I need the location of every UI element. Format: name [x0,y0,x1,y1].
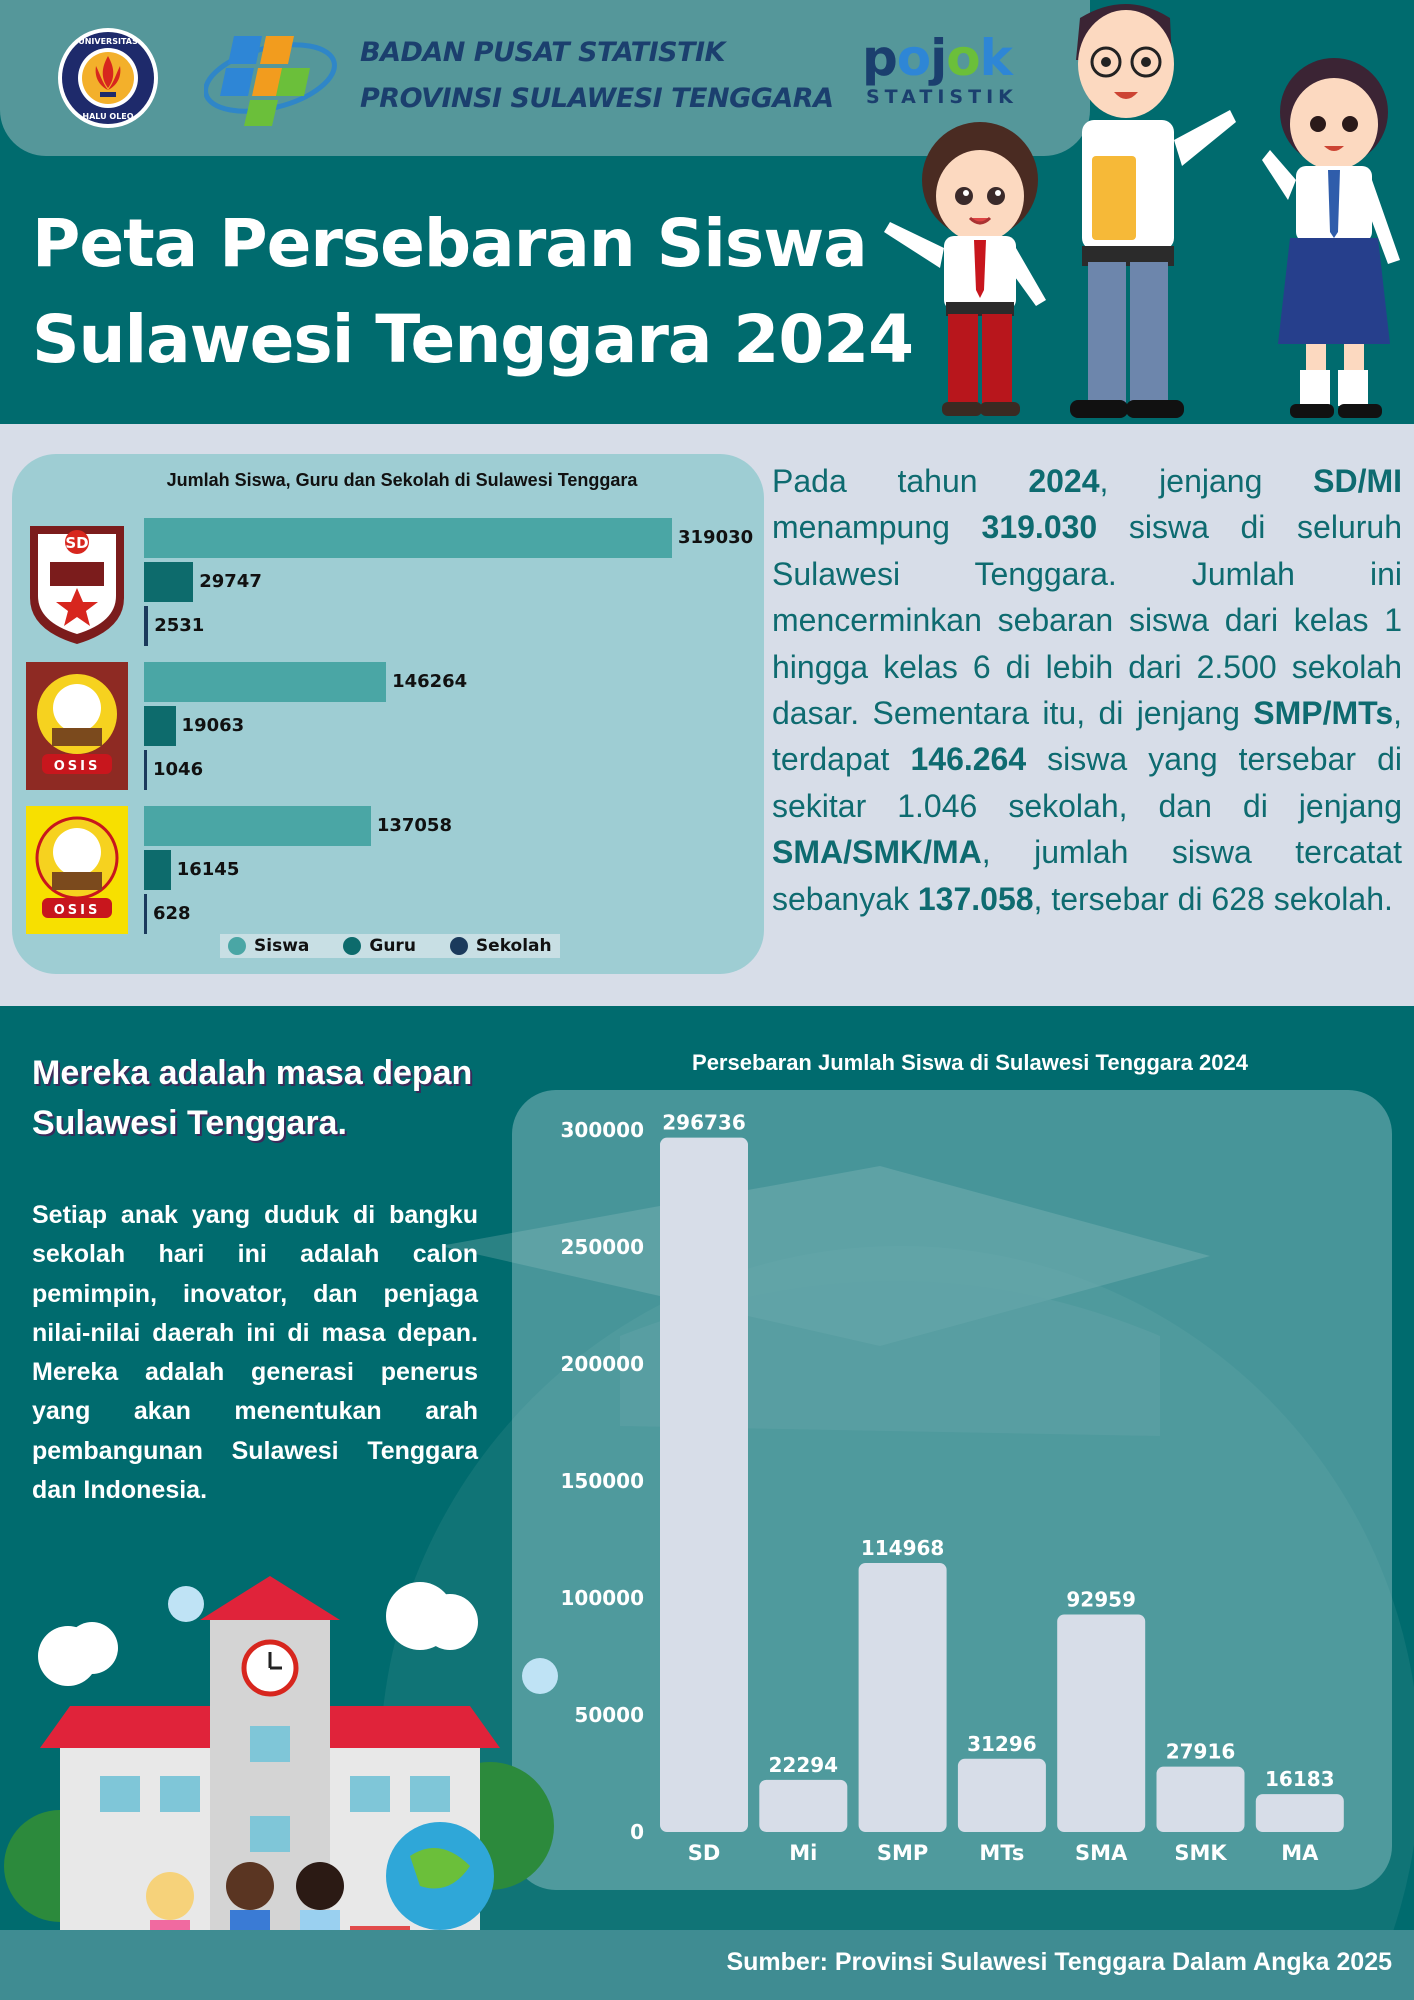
highlight-text: 319.030 [981,509,1098,546]
x-tick-label: SD [687,1841,721,1865]
osis-emblem-icon [26,662,128,790]
page-title [32,196,913,388]
chart-legend [220,934,560,958]
legend-label: Guru [369,936,416,956]
summary-chart-panel [12,454,764,974]
legend-swatch [228,937,246,955]
bar-value-label: 22294 [768,1752,839,1777]
x-tick-label: MTs [979,1841,1025,1865]
paragraph-text: , jumlah siswa tercatat sebanyak [772,834,1402,917]
chart-title: Persebaran Jumlah Siswa di Sulawesi Tenggara 2024 [692,1050,1248,1075]
svg-text:UNIVERSITAS: UNIVERSITAS [78,37,138,46]
bar-value-label: 296736 [662,1110,746,1135]
highlight-text: 146.264 [910,741,1027,778]
y-tick-label: 100000 [560,1586,644,1610]
legend-label: Siswa [254,936,310,956]
paragraph-text: , terdapat [772,695,1402,778]
bar-value-label: 31296 [967,1731,1037,1756]
bar-value-label: 19063 [181,715,245,736]
bar-value-label: 16145 [176,859,240,880]
students-illustration [870,0,1414,424]
pojok-sub-text: STATISTIK [866,86,1018,108]
legend-label: Sekolah [475,936,552,956]
paragraph-text: , tersebar di 628 sekolah. [1033,880,1393,917]
svg-text:OSIS: OSIS [53,759,101,774]
bar-guru [144,562,193,602]
bar-siswa [144,662,386,702]
bar-value-label: 628 [153,903,191,924]
bar-sekolah [144,750,147,790]
bar-sekolah [144,606,148,646]
bar-value-label: 146264 [392,671,468,692]
organization-name [360,30,833,122]
university-logo [56,26,160,130]
y-tick-label: 50000 [574,1703,644,1727]
org-line-1: BADAN PUSAT STATISTIK [360,37,725,68]
summary-section [0,424,1414,1006]
bar-value-label: 27916 [1165,1739,1236,1764]
paragraph-text: menampung [772,509,982,546]
paragraph-text: , jenjang [1099,463,1314,499]
x-tick-label: SMK [1174,1841,1227,1865]
paragraph-text: siswa di seluruh Sulawesi Tenggara. Jumlah ini mencerminkan sebaran siswa dari kelas 1 hingga kelas 6 di lebih dari 2.500 sekolah dasar. Sementara itu, di jenjang [772,509,1402,732]
bar-siswa [144,518,672,558]
intro-paragraph [772,458,1402,922]
legend-item-sekolah [450,936,552,956]
org-line-2: PROVINSI SULAWESI TENGGARA [360,83,834,114]
bar-value-label: 114968 [860,1535,945,1560]
source-note: Sumber: Provinsi Sulawesi Tenggara Dalam Angka 2025 [726,1948,1392,1976]
bar-siswa [144,806,371,846]
bar-value-label: 16183 [1265,1767,1335,1792]
bps-logo [204,22,344,132]
high-school-boy-illustration [1070,4,1236,418]
bar-guru [144,850,171,890]
y-tick-label: 150000 [560,1469,644,1493]
highlight-text: 137.058 [917,880,1034,917]
bar-sd [660,1138,748,1832]
y-tick-label: 300000 [560,1118,644,1142]
svg-text:SD: SD [65,534,89,552]
legend-item-guru [343,936,416,956]
paragraph-text: Pada tahun [772,463,1029,499]
x-tick-label: SMP [876,1841,929,1865]
x-tick-label: SMA [1075,1841,1128,1865]
distribution-section [0,1006,1414,2000]
boy-student-illustration [884,122,1046,416]
closing-paragraph: Setiap anak yang duduk di bangku sekolah hari ini adalah calon pemimpin, inovator, dan penjaga nilai-nilai daerah ini di masa depan. Mereka adalah generasi penerus yang akan menentukan arah pembangunan Sulawesi Tenggara dan Indonesia. [32,1201,478,1505]
title-line-2: Sulawesi Tenggara 2024 [32,301,914,378]
bar-value-label: 137058 [376,815,452,836]
svg-text:OSIS: OSIS [53,903,101,918]
legend-item-siswa [228,936,309,956]
bar-value-label: 92959 [1066,1587,1136,1612]
girl-student-illustration [1262,58,1400,418]
x-tick-label: Mi [789,1841,818,1865]
highlight-text: 2024 [1028,463,1100,499]
header [0,0,1414,424]
bar-sekolah [144,894,147,934]
bar-ma [1256,1794,1344,1832]
osis-emblem-yellow-icon [26,806,128,934]
bar-value-label: 319030 [678,527,754,548]
bar-guru [144,706,176,746]
paragraph-text: siswa yang tersebar di sekitar 1.046 sekolah, dan di jenjang [772,741,1403,824]
x-tick-label: MA [1281,1841,1319,1865]
svg-text:HALU OLEO: HALU OLEO [82,112,134,121]
legend-swatch [343,937,361,955]
legend-swatch [450,937,468,955]
bar-sma [1057,1614,1145,1832]
bar-mi [759,1780,847,1832]
y-tick-label: 250000 [560,1235,644,1259]
pojok-statistik-logo: pojok STATISTIK [862,29,1018,108]
chart-title: Jumlah Siswa, Guru dan Sekolah di Sulawesi Tenggara [166,470,638,490]
tagline: Mereka adalah masa depan Sulawesi Tenggara. [32,1054,473,1142]
highlight-text: SD/MI [1313,463,1403,499]
sd-emblem-icon [26,518,128,646]
y-tick-label: 0 [630,1820,644,1844]
bar-smp [859,1563,947,1832]
bar-value-label: 2531 [154,615,205,636]
bar-mts [958,1759,1046,1832]
highlight-text: SMP/MTs [1253,695,1394,732]
bar-value-label: 29747 [199,571,262,592]
title-line-1: Peta Persebaran Siswa [32,205,867,282]
bar-smk [1157,1767,1245,1832]
y-tick-label: 200000 [560,1352,644,1376]
bar-value-label: 1046 [153,759,204,780]
highlight-text: SMA/SMK/MA [772,834,982,871]
